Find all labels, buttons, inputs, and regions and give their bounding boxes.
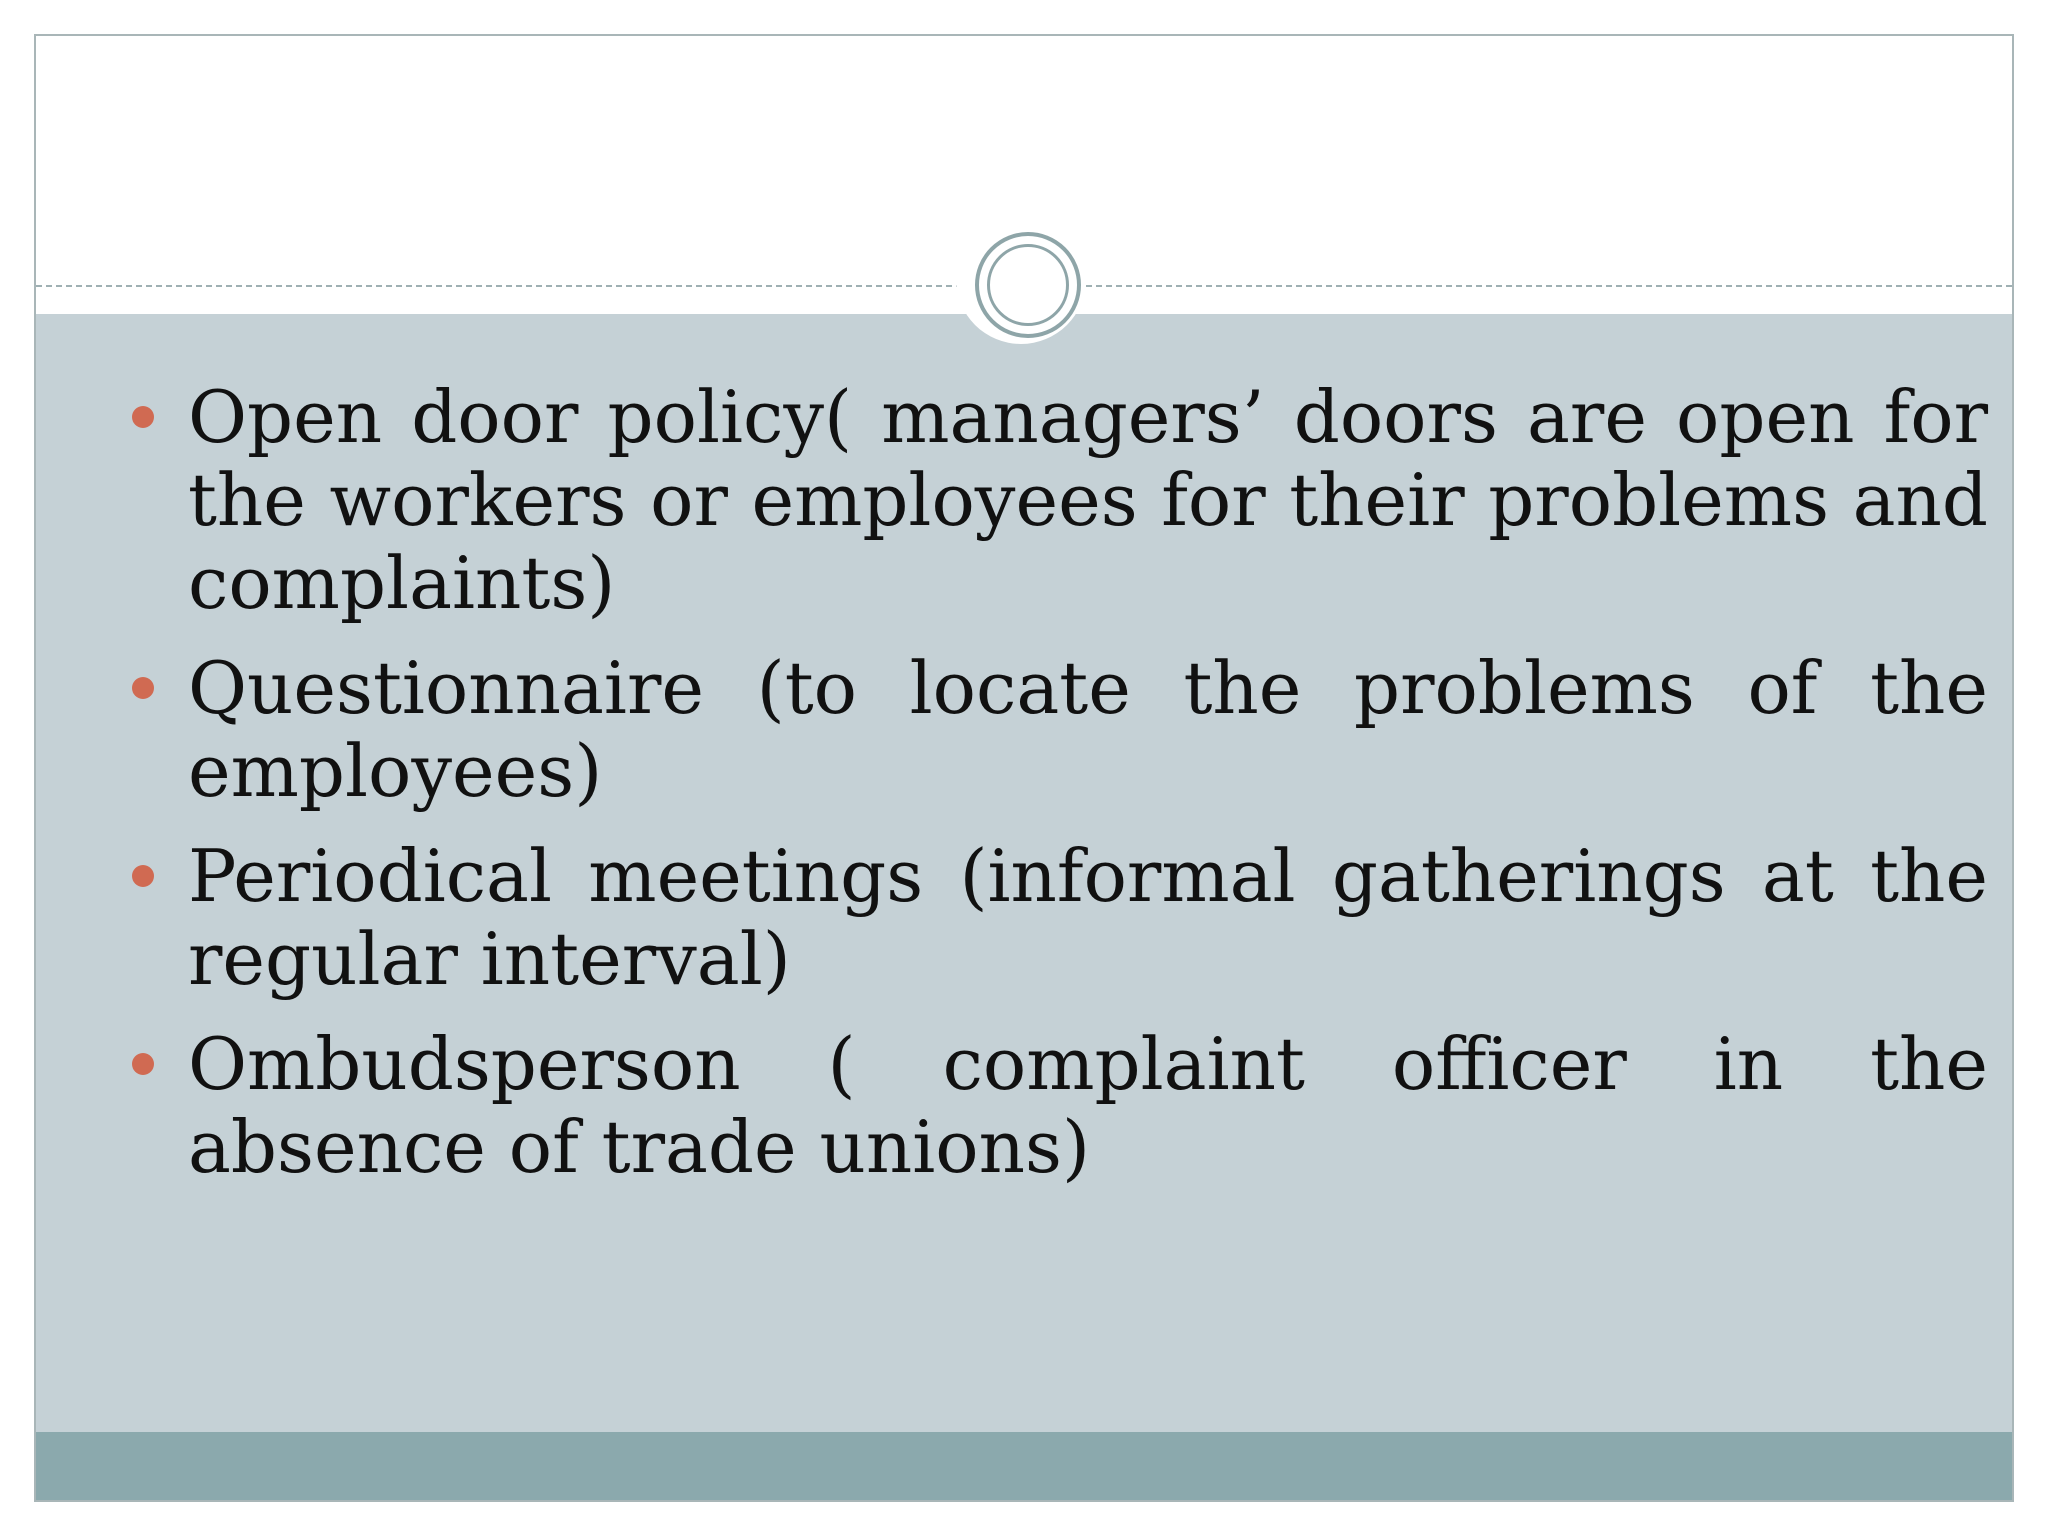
bullet-text: Open door policy( managers’ doors are open for the workers or employees for their problems and complaints) (188, 375, 1988, 625)
bullet-text: Periodical meetings (informal gatherings at the regular interval) (188, 834, 1988, 1001)
bullet-item-ombudsperson (150, 1023, 1988, 1189)
bullet-list (150, 376, 1988, 1211)
bullet-text: Ombudsperson ( complaint officer in the absence of trade unions) (188, 1022, 1988, 1189)
bullet-dot-icon (132, 406, 154, 428)
circle-ornament-inner-ring (987, 244, 1069, 326)
bullet-item-periodical-meetings (150, 835, 1988, 1001)
bullet-dot-icon (132, 1053, 154, 1075)
bullet-dot-icon (132, 865, 154, 887)
bullet-item-questionnaire (150, 647, 1988, 813)
bullet-item-open-door-policy (150, 376, 1988, 625)
slide (34, 34, 2014, 1502)
slide-footer-band (36, 1432, 2012, 1502)
bullet-dot-icon (132, 677, 154, 699)
bullet-text: Questionnaire (to locate the problems of the employees) (188, 646, 1988, 813)
circle-ornament-icon (975, 232, 1081, 338)
